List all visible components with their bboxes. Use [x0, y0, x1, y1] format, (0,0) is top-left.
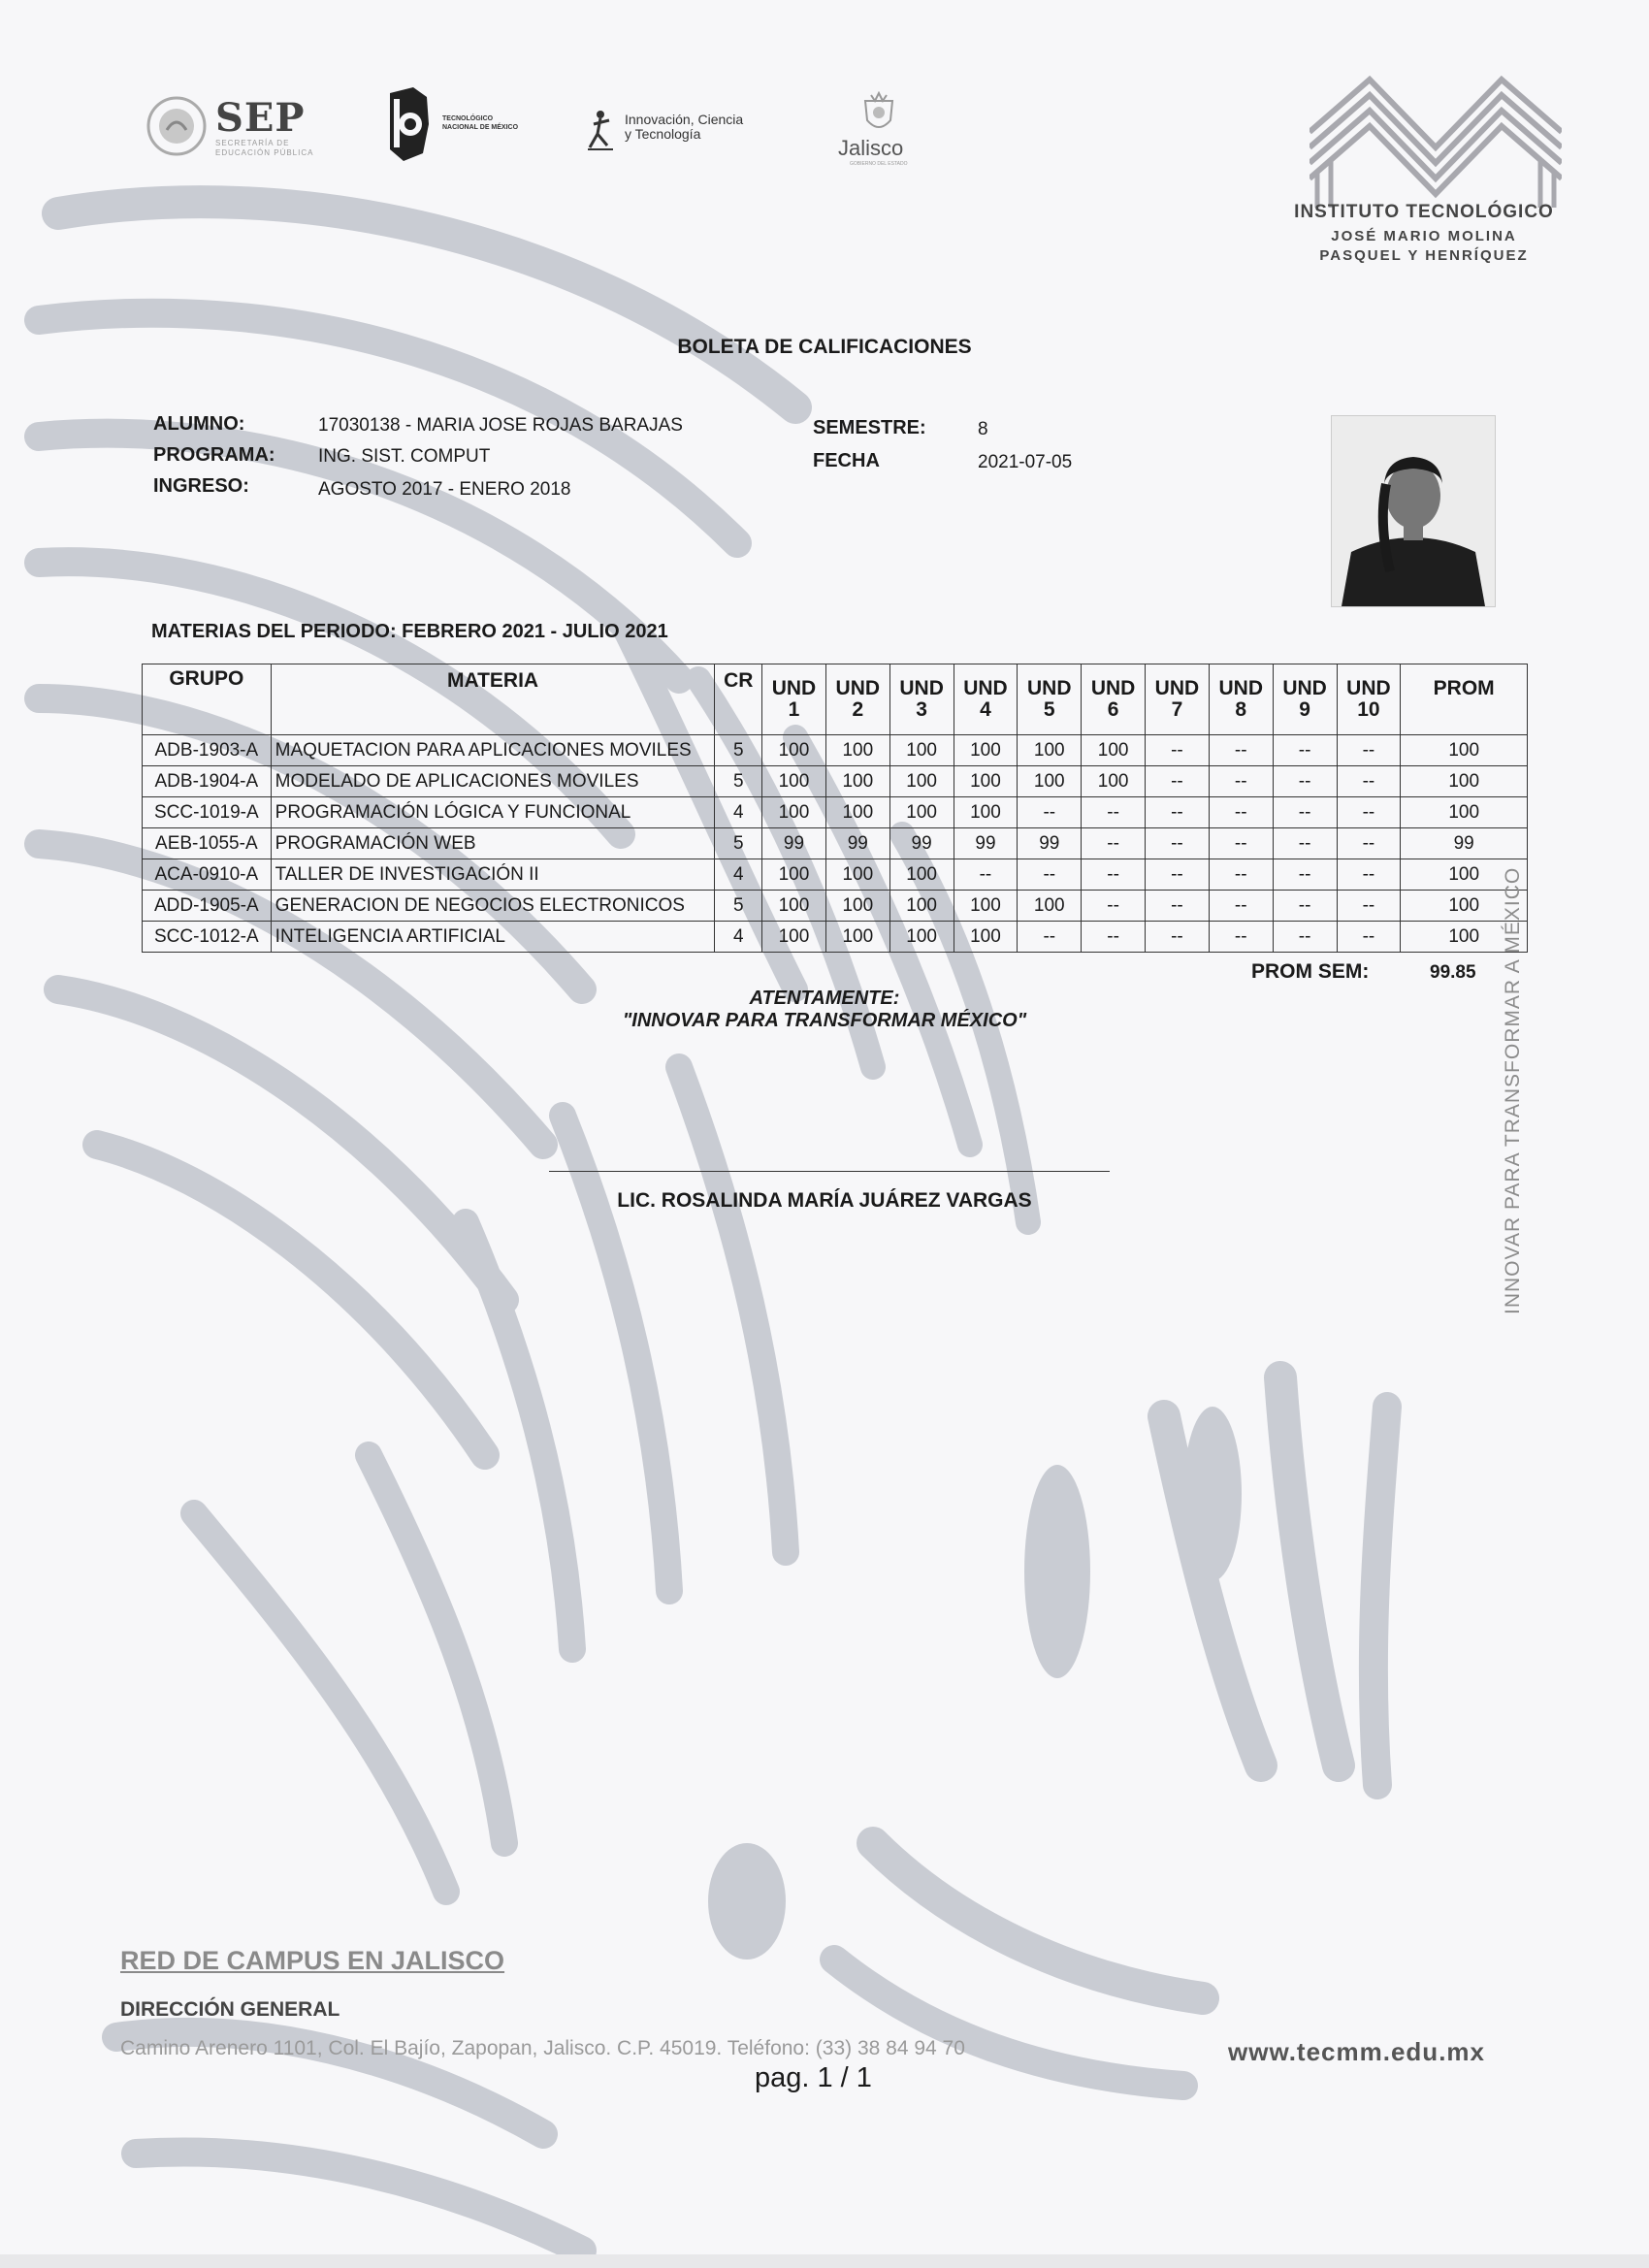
header-und-number: 3 [916, 698, 927, 721]
innovation-logo-text [625, 113, 743, 142]
innovation-line1: Innovación, Ciencia [625, 112, 744, 127]
header-prom: PROM [1401, 664, 1528, 735]
cell-und-5: -- [1018, 859, 1082, 891]
program-label: PROGRAMA: [153, 444, 275, 466]
header-grupo: GRUPO [143, 664, 272, 735]
cell-prom: 100 [1401, 922, 1528, 953]
cell-und-3: 100 [889, 922, 954, 953]
header-und-label: UND [835, 677, 881, 699]
student-label: ALUMNO: [153, 413, 245, 435]
cell-und-1: 100 [762, 797, 826, 828]
cell-und-5: -- [1018, 922, 1082, 953]
table-header-row [143, 664, 1528, 735]
header-und-label: UND [1027, 677, 1072, 699]
cell-cr: 5 [715, 828, 762, 859]
header-und-number: 1 [788, 698, 800, 721]
cell-und-10: -- [1337, 891, 1401, 922]
header-und-6 [1082, 664, 1146, 735]
cell-und-10: -- [1337, 735, 1401, 766]
itj-mountain-logo [1310, 74, 1562, 208]
cell-cr: 5 [715, 735, 762, 766]
cell-und-5: -- [1018, 797, 1082, 828]
cell-und-8: -- [1209, 797, 1273, 828]
cell-und-4: 100 [954, 797, 1018, 828]
cell-und-7: -- [1146, 859, 1210, 891]
header-und-number: 5 [1043, 698, 1055, 721]
institute-name [1278, 227, 1569, 266]
header-und-label: UND [1282, 677, 1327, 699]
ingreso-label: INGRESO: [153, 475, 249, 497]
cell-und-5: 99 [1018, 828, 1082, 859]
header-und-number: 8 [1235, 698, 1247, 721]
ingreso-value: AGOSTO 2017 - ENERO 2018 [318, 479, 571, 500]
cell-und-9: -- [1273, 828, 1337, 859]
cell-cr: 5 [715, 766, 762, 797]
cell-und-9: -- [1273, 922, 1337, 953]
sep-subtitle-line2: EDUCACIÓN PÚBLICA [215, 148, 314, 157]
cell-und-7: -- [1146, 797, 1210, 828]
cell-prom: 100 [1401, 766, 1528, 797]
header-und-1 [762, 664, 826, 735]
cell-und-4: 99 [954, 828, 1018, 859]
header-und-8 [1209, 664, 1273, 735]
cell-materia: PROGRAMACIÓN LÓGICA Y FUNCIONAL [271, 797, 715, 828]
cell-und-9: -- [1273, 766, 1337, 797]
jalisco-logo-text: Jalisco [838, 136, 904, 160]
cell-grupo: SCC-1012-A [143, 922, 272, 953]
cell-und-3: 100 [889, 859, 954, 891]
cell-und-9: -- [1273, 891, 1337, 922]
header-und-3 [889, 664, 954, 735]
header-cr: CR [715, 664, 762, 735]
cell-und-2: 100 [825, 797, 889, 828]
prom-sem-value: 99.85 [1430, 962, 1476, 983]
cell-und-2: 99 [825, 828, 889, 859]
header-und-number: 10 [1357, 698, 1380, 721]
cell-prom: 100 [1401, 735, 1528, 766]
footer-network: RED DE CAMPUS EN JALISCO [120, 1946, 505, 1975]
cell-materia: TALLER DE INVESTIGACIÓN II [271, 859, 715, 891]
page-number: pag. 1 / 1 [755, 2062, 872, 2093]
tecnm-line2: NACIONAL DE MÉXICO [442, 124, 519, 131]
signature-line [549, 1171, 1110, 1172]
cell-und-2: 100 [825, 735, 889, 766]
table-row [143, 797, 1528, 828]
prom-sem-label: PROM SEM: [1251, 960, 1370, 983]
header-und-number: 4 [980, 698, 991, 721]
cell-und-6: 100 [1082, 766, 1146, 797]
cell-cr: 5 [715, 891, 762, 922]
cell-grupo: ADD-1905-A [143, 891, 272, 922]
cell-und-6: -- [1082, 891, 1146, 922]
period-title: MATERIAS DEL PERIODO: FEBRERO 2021 - JULIO 2021 [151, 621, 668, 642]
cell-und-1: 100 [762, 922, 826, 953]
cell-und-6: -- [1082, 797, 1146, 828]
cell-und-10: -- [1337, 797, 1401, 828]
cell-und-6: -- [1082, 922, 1146, 953]
signer-name: LIC. ROSALINDA MARÍA JUÁREZ VARGAS [617, 1189, 1032, 1212]
header-und-5 [1018, 664, 1082, 735]
sep-subtitle-line1: SECRETARÍA DE [215, 139, 290, 147]
cell-und-10: -- [1337, 766, 1401, 797]
cell-prom: 100 [1401, 797, 1528, 828]
cell-cr: 4 [715, 859, 762, 891]
cell-und-8: -- [1209, 922, 1273, 953]
table-row [143, 891, 1528, 922]
cell-und-9: -- [1273, 735, 1337, 766]
cell-und-7: -- [1146, 891, 1210, 922]
cell-und-6: 100 [1082, 735, 1146, 766]
cell-und-6: -- [1082, 828, 1146, 859]
atentamente-text: ATENTAMENTE: [749, 988, 900, 1009]
cell-und-2: 100 [825, 922, 889, 953]
header-und-label: UND [1154, 677, 1200, 699]
cell-und-2: 100 [825, 891, 889, 922]
header-und-2 [825, 664, 889, 735]
header-und-label: UND [1090, 677, 1136, 699]
institute-name-line2: PASQUEL Y HENRÍQUEZ [1319, 247, 1529, 264]
cell-und-4: 100 [954, 891, 1018, 922]
cell-materia: MODELADO DE APLICACIONES MOVILES [271, 766, 715, 797]
header-und-label: UND [771, 677, 817, 699]
jalisco-crest-icon [857, 91, 900, 136]
student-value: 17030138 - MARIA JOSE ROJAS BARAJAS [318, 415, 683, 436]
cell-prom: 100 [1401, 859, 1528, 891]
header-materia: MATERIA [271, 664, 715, 735]
header-und-4 [954, 664, 1018, 735]
cell-und-4: 100 [954, 766, 1018, 797]
cell-prom: 100 [1401, 891, 1528, 922]
cell-und-5: 100 [1018, 891, 1082, 922]
cell-und-9: -- [1273, 797, 1337, 828]
cell-prom: 99 [1401, 828, 1528, 859]
cell-und-1: 100 [762, 859, 826, 891]
header-und-9 [1273, 664, 1337, 735]
cell-und-7: -- [1146, 828, 1210, 859]
cell-und-4: -- [954, 859, 1018, 891]
cell-cr: 4 [715, 922, 762, 953]
cell-und-1: 100 [762, 766, 826, 797]
program-value: ING. SIST. COMPUT [318, 446, 491, 467]
cell-und-7: -- [1146, 766, 1210, 797]
cell-und-3: 99 [889, 828, 954, 859]
date-label: FECHA [813, 450, 880, 471]
jalisco-logo-subtitle: GOBIERNO DEL ESTADO [850, 161, 908, 167]
header-und-number: 6 [1107, 698, 1119, 721]
header-und-label: UND [1346, 677, 1391, 699]
sep-subtitle [215, 139, 313, 158]
header-und-label: UND [963, 677, 1008, 699]
cell-und-3: 100 [889, 891, 954, 922]
semester-label: SEMESTRE: [813, 417, 926, 438]
student-photo [1331, 415, 1496, 607]
cell-cr: 4 [715, 797, 762, 828]
cell-und-1: 99 [762, 828, 826, 859]
table-row [143, 735, 1528, 766]
header-und-10 [1337, 664, 1401, 735]
cell-und-1: 100 [762, 891, 826, 922]
cell-und-6: -- [1082, 859, 1146, 891]
cell-grupo: ACA-0910-A [143, 859, 272, 891]
cell-grupo: SCC-1019-A [143, 797, 272, 828]
sep-seal-icon [146, 95, 208, 157]
tecnm-gear-logo [384, 85, 433, 163]
footer-website[interactable]: www.tecmm.edu.mx [1228, 2037, 1485, 2066]
cell-und-2: 100 [825, 859, 889, 891]
cell-und-8: -- [1209, 828, 1273, 859]
semester-value: 8 [978, 419, 988, 439]
cell-materia: MAQUETACION PARA APLICACIONES MOVILES [271, 735, 715, 766]
tecnm-line1: TECNOLÓGICO [442, 115, 494, 122]
sep-logo-text: SEP [215, 95, 306, 141]
cell-und-8: -- [1209, 735, 1273, 766]
tecnm-logo-text [442, 114, 518, 132]
table-row [143, 766, 1528, 797]
cell-und-7: -- [1146, 735, 1210, 766]
header-und-number: 7 [1171, 698, 1183, 721]
motto-text: "INNOVAR PARA TRANSFORMAR MÉXICO" [622, 1010, 1027, 1031]
innovation-line2: y Tecnología [625, 126, 701, 142]
cell-und-8: -- [1209, 766, 1273, 797]
cell-und-10: -- [1337, 828, 1401, 859]
cell-und-7: -- [1146, 922, 1210, 953]
institute-title: INSTITUTO TECNOLÓGICO [1294, 202, 1554, 222]
cell-und-3: 100 [889, 797, 954, 828]
cell-und-3: 100 [889, 735, 954, 766]
header-und-7 [1146, 664, 1210, 735]
cell-und-3: 100 [889, 766, 954, 797]
grades-table-body [143, 735, 1528, 953]
cell-und-4: 100 [954, 735, 1018, 766]
footer-direction: DIRECCIÓN GENERAL [120, 1998, 340, 2021]
cell-grupo: ADB-1904-A [143, 766, 272, 797]
header-und-number: 2 [852, 698, 864, 721]
cell-materia: GENERACION DE NEGOCIOS ELECTRONICOS [271, 891, 715, 922]
scan-edge [0, 2254, 1649, 2268]
cell-und-5: 100 [1018, 735, 1082, 766]
cell-materia: INTELIGENCIA ARTIFICIAL [271, 922, 715, 953]
table-row [143, 922, 1528, 953]
grades-table [142, 664, 1528, 953]
institute-name-line1: JOSÉ MARIO MOLINA [1331, 228, 1517, 244]
cell-und-8: -- [1209, 891, 1273, 922]
closing-block [0, 988, 1649, 1032]
cell-und-2: 100 [825, 766, 889, 797]
document-title: BOLETA DE CALIFICACIONES [677, 336, 972, 358]
date-value: 2021-07-05 [978, 452, 1073, 472]
header-und-label: UND [899, 677, 944, 699]
cell-und-8: -- [1209, 859, 1273, 891]
innovation-figure-icon [586, 109, 615, 151]
cell-und-9: -- [1273, 859, 1337, 891]
cell-grupo: AEB-1055-A [143, 828, 272, 859]
header-und-number: 9 [1299, 698, 1310, 721]
table-row [143, 859, 1528, 891]
cell-und-1: 100 [762, 735, 826, 766]
header-und-label: UND [1218, 677, 1263, 699]
cell-und-10: -- [1337, 922, 1401, 953]
vertical-motto: INNOVAR PARA TRANSFORMAR A MÉXICO [1502, 866, 1524, 1314]
cell-und-10: -- [1337, 859, 1401, 891]
cell-materia: PROGRAMACIÓN WEB [271, 828, 715, 859]
table-row [143, 828, 1528, 859]
footer-address: Camino Arenero 1101, Col. El Bajío, Zapopan, Jalisco. C.P. 45019. Teléfono: (33) 38 84 94 70 [120, 2037, 965, 2059]
cell-und-4: 100 [954, 922, 1018, 953]
cell-grupo: ADB-1903-A [143, 735, 272, 766]
cell-und-5: 100 [1018, 766, 1082, 797]
